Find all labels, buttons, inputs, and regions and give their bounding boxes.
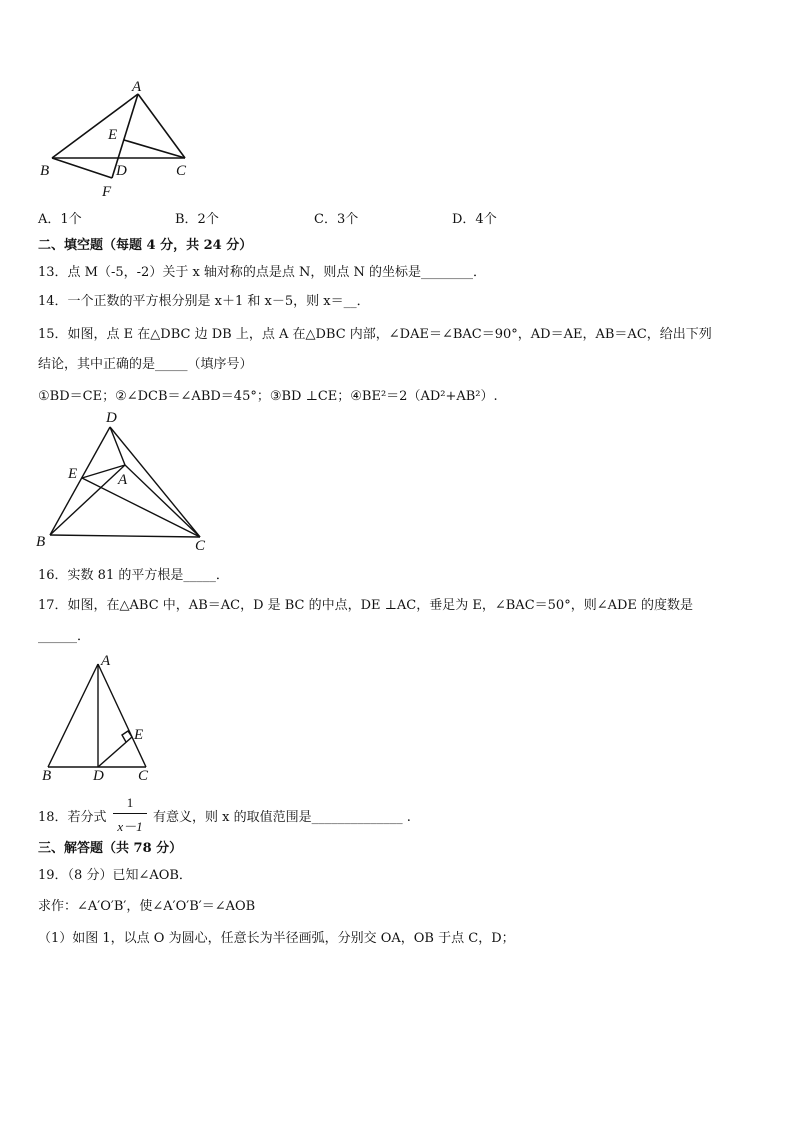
fraction-numerator: 1: [126, 795, 134, 810]
question-15-line3: ①BD＝CE；②∠DCB＝∠ABD＝45°；③BD ⊥CE；④BE²＝2（AD²+AB²）.: [38, 389, 498, 404]
fig12-label-f: F: [102, 184, 112, 200]
fraction-bar: [113, 813, 147, 814]
q12-option-c: C．3个: [314, 212, 359, 227]
fig15-label-a: A: [118, 472, 128, 488]
question-19-line1: 19．（8 分）已知∠AOB．: [38, 868, 192, 883]
fig17-label-a: A: [101, 653, 111, 669]
fig15-label-c: C: [195, 538, 206, 554]
question-14: 14．一个正数的平方根分别是 x＋1 和 x－5，则 x＝__．: [38, 294, 370, 309]
fig15-label-d: D: [106, 410, 117, 426]
fig17-label-b: B: [42, 768, 52, 784]
q12-option-d: D．4个: [452, 212, 497, 227]
fig15-label-b: B: [36, 534, 46, 550]
question-15-line2: 结论，其中正确的是_____（填序号）: [38, 357, 253, 372]
question-17-line1: 17．如图，在△ABC 中，AB＝AC，D 是 BC 的中点，DE ⊥AC，垂足为 E，∠BAC＝50°，则∠ADE 的度数是: [38, 598, 694, 613]
q12-option-a: A．1个: [38, 212, 82, 227]
fig12-label-e: E: [108, 127, 118, 143]
fig17-label-c: C: [138, 768, 149, 784]
fig15-label-e: E: [68, 466, 78, 482]
question-18-fraction: [113, 795, 147, 835]
q12-option-b: B．2个: [175, 212, 219, 227]
fraction-denominator: x－1: [117, 819, 143, 834]
fig17-label-e: E: [134, 727, 144, 743]
question-19-line2: 求作：∠A′O′B′，使∠A′O′B′＝∠AOB: [38, 899, 256, 914]
fig12-label-b: B: [40, 163, 50, 179]
question-17-line2: ______．: [38, 629, 91, 644]
question-15-line1: 15．如图，点 E 在△DBC 边 DB 上，点 A 在△DBC 内部，∠DAE＝∠BAC＝90°，AD＝AE，AB＝AC，给出下列: [38, 327, 712, 342]
fig12-label-d: D: [116, 163, 127, 179]
fig17-label-d: D: [93, 768, 104, 784]
fig12-label-a: A: [132, 79, 142, 95]
question-18-suffix: 有意义，则 x 的取值范围是______________ .: [153, 810, 411, 825]
question-19-line3: （1）如图 1，以点 O 为圆心，任意长为半径画弧，分别交 OA，OB 于点 C，D；: [38, 931, 515, 946]
section-answer-title: 三、解答题（共 78 分）: [38, 841, 183, 856]
section-fill-in-title: 二、填空题（每题 4 分，共 24 分）: [38, 238, 253, 253]
question-18-prefix: 18．若分式: [38, 810, 107, 825]
question-13: 13．点 M（-5，-2）关于 x 轴对称的点是点 N，则点 N 的坐标是________．: [38, 265, 487, 280]
fig12-label-c: C: [176, 163, 187, 179]
question-16: 16．实数 81 的平方根是_____．: [38, 568, 229, 583]
